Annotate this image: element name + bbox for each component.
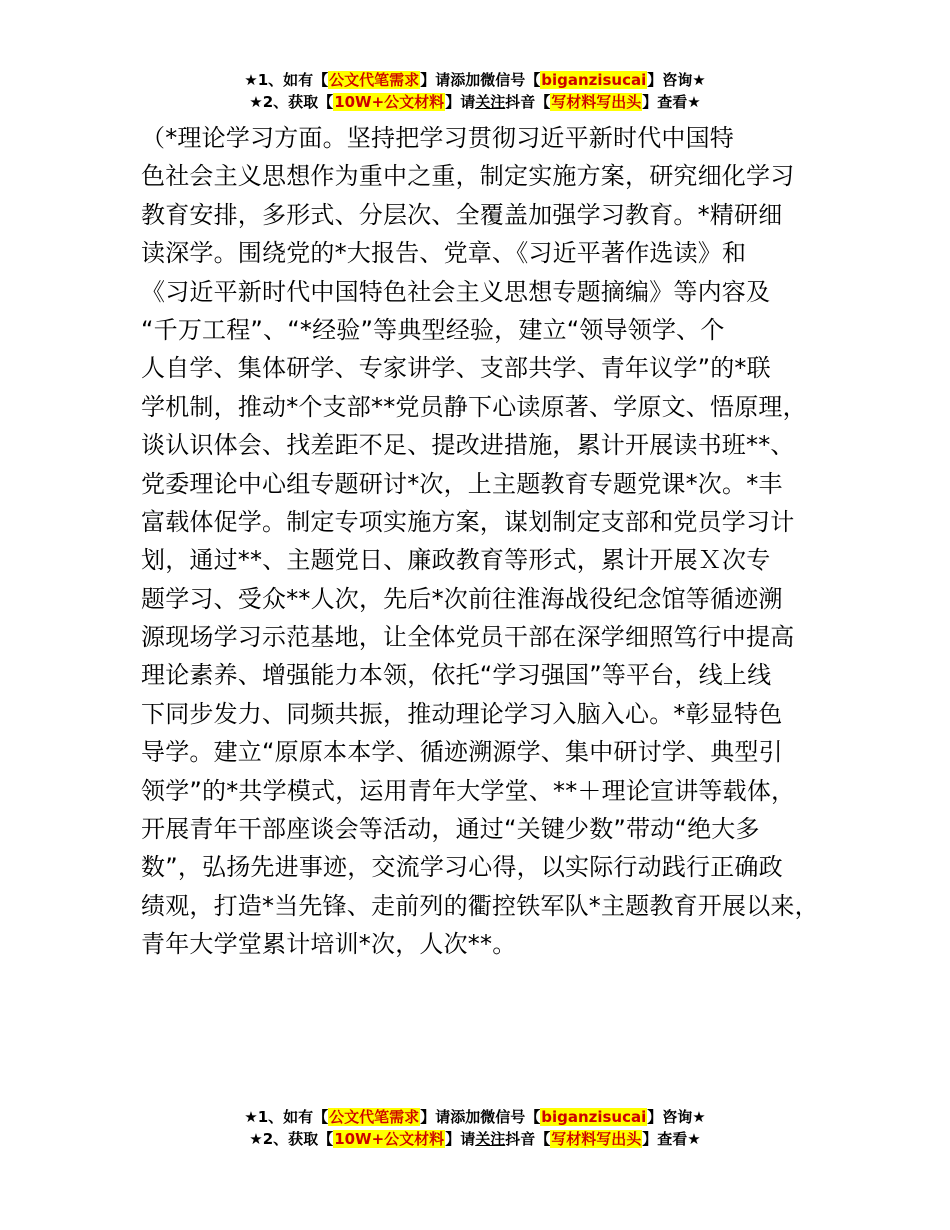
highlight-service: 公文代笔需求 [329, 71, 420, 89]
highlight-service: 公文代笔需求 [329, 1108, 420, 1126]
body-paragraph [141, 119, 841, 964]
paragraph-line: 理论素养、增强能力本领，依托“学习强国”等平台，线上线 [141, 661, 772, 690]
highlight-account: 写材料写出头 [551, 93, 642, 111]
paragraph-line: （*理论学习方面。坚持把学习贯彻习近平新时代中国特 [141, 124, 734, 152]
underlined-follow: 关注 [475, 93, 506, 111]
banner-text: 】查看★ [642, 1130, 701, 1148]
paragraph-line: 谈认识体会、找差距不足、提改进措施，累计开展读书班**、 [141, 431, 795, 460]
highlight-materials: 10W+公文材料 [334, 93, 445, 111]
banner-text: 抖音【 [505, 1130, 551, 1148]
paragraph-line: 数”，弘扬先进事迹，交流学习心得，以实际行动践行正确政 [141, 853, 783, 882]
paragraph-line: 学机制，推动*个支部**党员静下心读原著、学原文、悟原理， [141, 392, 807, 421]
banner-text: 】请添加微信号【 [420, 71, 541, 89]
banner-text: 】请 [445, 93, 476, 111]
paragraph-line: 绩观，打造*当先锋、走前列的衢控铁军队*主题教育开展以来， [141, 891, 819, 920]
banner-text: ★2、获取【 [249, 1130, 334, 1148]
paragraph-line: 读深学。围绕党的*大报告、党章、《习近平著作选读》和 [141, 239, 747, 268]
paragraph-line: 领学”的*共学模式，运用青年大学堂、**＋理论宣讲等载体， [141, 776, 796, 805]
header-banner [0, 69, 950, 113]
banner-text: ★2、获取【 [249, 93, 334, 111]
banner-text: 】请 [445, 1130, 476, 1148]
banner-text: 】查看★ [642, 93, 701, 111]
highlight-wechat-id: biganzisucai [541, 1108, 647, 1126]
banner-text: 】请添加微信号【 [420, 1108, 541, 1126]
paragraph-line: 青年大学堂累计培训*次，人次**。 [141, 930, 517, 959]
paragraph-line: 下同步发力、同频共振，推动理论学习入脑入心。*彰显特色 [141, 699, 783, 728]
paragraph-line: “千万工程”、“*经验”等典型经验，建立“领导领学、个 [141, 315, 725, 344]
banner-line-1 [0, 69, 950, 91]
banner-text: 】咨询★ [647, 71, 706, 89]
banner-text: 抖音【 [505, 93, 551, 111]
banner-line-1 [0, 1106, 950, 1128]
paragraph-line: 题学习、受众**人次，先后*次前往淮海战役纪念馆等循迹溯 [141, 584, 783, 613]
highlight-account: 写材料写出头 [551, 1130, 642, 1148]
paragraph-line: 开展青年干部座谈会等活动，通过“关键少数”带动“绝大多 [141, 815, 760, 844]
underlined-follow: 关注 [475, 1130, 506, 1148]
paragraph-line: 划，通过**、主题党日、廉政教育等形式，累计开展Ｘ次专 [141, 546, 771, 575]
banner-text: ★1、如有【 [244, 1108, 329, 1126]
banner-line-2 [0, 91, 950, 113]
paragraph-line: 党委理论中心组专题研讨*次，上主题教育专题党课*次。*丰 [141, 469, 783, 498]
paragraph-line: 色社会主义思想作为重中之重，制定实施方案，研究细化学习 [141, 162, 795, 191]
banner-text: 】咨询★ [647, 1108, 706, 1126]
paragraph-line: 导学。建立“原原本本学、循迹溯源学、集中研讨学、典型引 [141, 738, 783, 767]
highlight-materials: 10W+公文材料 [334, 1130, 445, 1148]
paragraph-line: 富载体促学。制定专项实施方案，谋划制定支部和党员学习计 [141, 507, 795, 536]
paragraph-line: 《习近平新时代中国特色社会主义思想专题摘编》等内容及 [141, 277, 771, 306]
footer-banner [0, 1106, 950, 1150]
paragraph-line: 人自学、集体研学、专家讲学、支部共学、青年议学”的*联 [141, 354, 771, 383]
paragraph-line: 教育安排，多形式、分层次、全覆盖加强学习教育。*精研细 [141, 200, 783, 229]
highlight-wechat-id: biganzisucai [541, 71, 647, 89]
banner-text: ★1、如有【 [244, 71, 329, 89]
paragraph-line: 源现场学习示范基地，让全体党员干部在深学细照笃行中提高 [141, 623, 795, 652]
banner-line-2 [0, 1128, 950, 1150]
